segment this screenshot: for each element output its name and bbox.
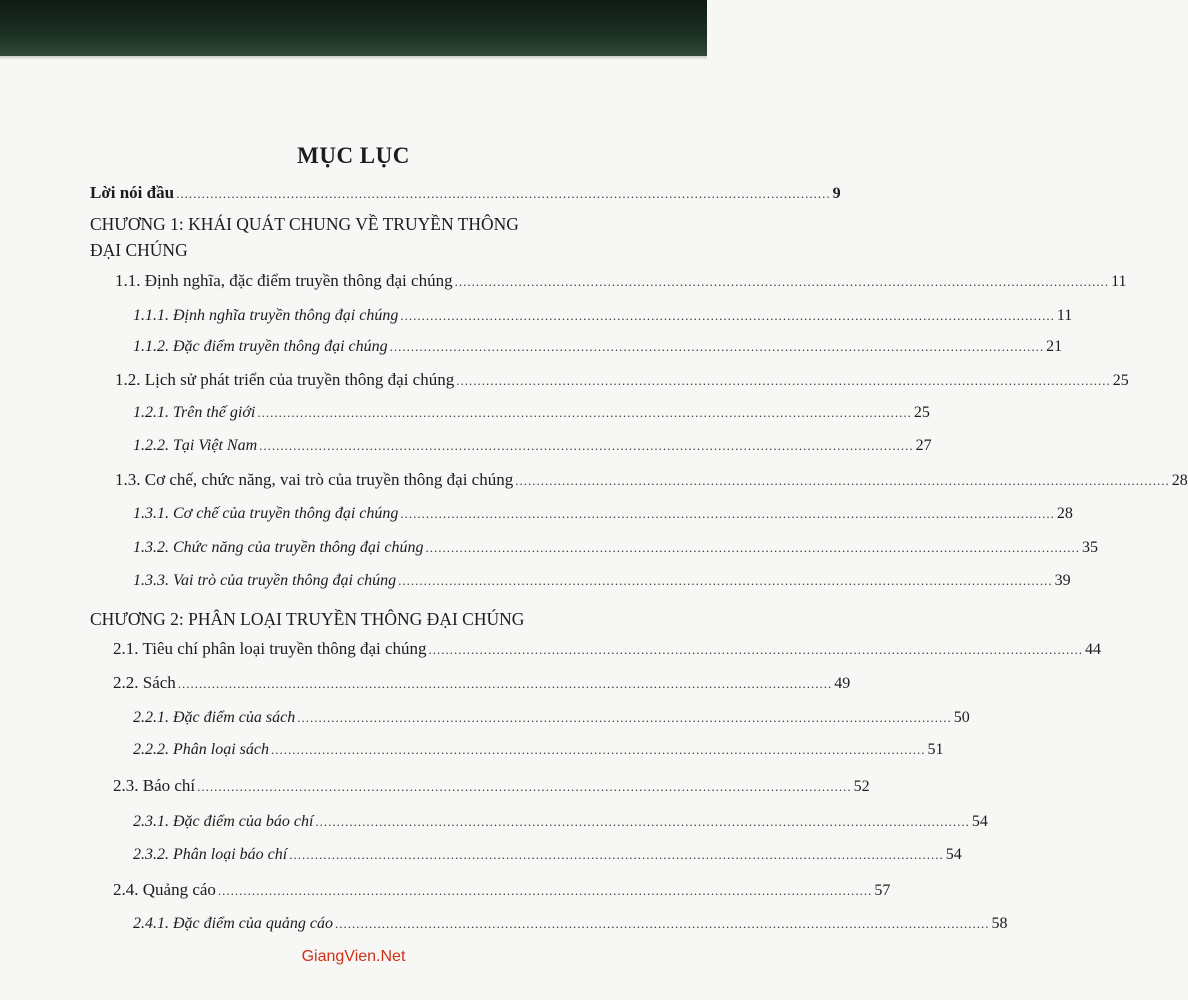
toc-page: 27 [915,437,932,454]
toc-entry [115,370,1129,391]
toc-entry [113,639,1102,660]
toc-entry [115,271,1127,292]
chapter-title-line: CHƯƠNG 2: PHÂN LOẠI TRUYỀN THÔNG ĐẠI CHÚNG [90,609,525,629]
toc-label: 1.2.1. Trên thế giới [133,404,256,421]
toc-entry [133,845,962,865]
toc-entry [133,538,1098,558]
leader-dots: .......................................................................................................................................................... [197,779,852,794]
toc-entry [133,812,988,832]
leader-dots: .......................................................................................................................................................... [315,814,970,829]
leader-dots: .......................................................................................................................................................... [297,710,952,725]
toc-entry [115,470,1188,491]
toc-page: 54 [971,813,988,830]
toc-entry [133,571,1071,591]
toc-page: 21 [1046,338,1063,355]
toc-label: 2.4. Quảng cáo [113,880,216,899]
toc-page: 11 [1111,273,1127,290]
toc-label: 1.2.2. Tại Việt Nam [133,437,258,454]
toc-entry [133,306,1073,326]
toc-page: 49 [834,675,851,692]
toc-page: 11 [1056,307,1073,324]
toc-entry [133,740,944,760]
toc-label: 1.1.1. Định nghĩa truyền thông đại chúng [133,307,399,324]
toc-label: 2.1. Tiêu chí phân loại truyền thông đại chúng [113,639,427,658]
toc-label: 1.3.3. Vai trò của truyền thông đại chúng [133,572,397,589]
toc-entry [113,776,870,797]
toc-label: 1.1.2. Đặc điểm truyền thông đại chúng [133,338,388,355]
toc-page: 51 [927,741,944,758]
toc-label: 2.3.1. Đặc điểm của báo chí [133,813,314,830]
chapter-title-line: CHƯƠNG 1: KHÁI QUÁT CHUNG VỀ TRUYỀN THÔNG [90,214,519,234]
book-cover-edge [0,0,707,56]
toc-entry [133,708,970,728]
leader-dots: .......................................................................................................................................................... [257,405,912,420]
leader-dots: .......................................................................................................................................................... [400,308,1055,323]
leader-dots: .......................................................................................................................................................... [425,540,1080,555]
leader-dots: .......................................................................................................................................................... [217,883,873,898]
leader-dots: .......................................................................................................................................................... [176,186,831,201]
toc-page: 54 [945,846,962,863]
toc-page: 25 [1112,372,1129,389]
leader-dots: .......................................................................................................................................................... [389,339,1045,354]
toc-entry [133,337,1063,357]
toc-entry [133,403,930,423]
toc-label: Lời nói đầu [90,183,175,202]
toc-label: 2.4.1. Đặc điểm của quảng cáo [133,915,333,932]
toc-label: 2.3.2. Phân loại báo chí [133,846,288,863]
leader-dots: .......................................................................................................................................................... [428,642,1084,657]
toc-page: 50 [953,709,970,726]
leader-dots: .......................................................................................................................................................... [400,506,1055,521]
toc-label: 1.3.2. Chức năng của truyền thông đại chúng [133,539,424,556]
toc-page: 25 [913,404,930,421]
toc-entry [133,436,932,456]
toc-page: 9 [832,185,841,202]
cover-shadow [0,56,707,60]
toc-page: 28 [1171,472,1188,489]
toc-label: 2.2.2. Phân loại sách [133,741,269,758]
chapter-title-line: ĐẠI CHÚNG [90,240,188,260]
toc-label: 2.2.1. Đặc điểm của sách [133,709,296,726]
watermark-text: GiangVien.Net [301,948,406,965]
toc-label: 2.3. Báo chí [113,776,196,795]
toc-label: 1.1. Định nghĩa, đặc điểm truyền thông đại chúng [115,271,453,290]
chapter-heading-1 [90,211,590,263]
toc-label: 1.2. Lịch sử phát triển của truyền thông đại chúng [115,370,455,389]
leader-dots: .......................................................................................................................................................... [454,274,1110,289]
toc-page: 28 [1056,505,1073,522]
toc-page: 39 [1054,572,1071,589]
toc-page: 52 [853,778,870,795]
leader-dots: .......................................................................................................................................................... [271,742,926,757]
leader-dots: .......................................................................................................................................................... [456,373,1111,388]
toc-page: 35 [1081,539,1098,556]
toc-label: 2.2. Sách [113,673,176,692]
leader-dots: .......................................................................................................................................................... [289,847,944,862]
toc-entry [113,880,891,901]
toc-entry [133,914,1008,934]
toc-page: 58 [991,915,1008,932]
toc-label: 1.3.1. Cơ chế của truyền thông đại chúng [133,505,399,522]
toc-label: 1.3. Cơ chế, chức năng, vai trò của truyền thông đại chúng [115,470,514,489]
toc-entry [133,504,1073,524]
toc-entry-preface [90,183,841,204]
toc-entry [113,673,851,694]
leader-dots: .......................................................................................................................................................... [177,676,833,691]
toc-page: 44 [1085,641,1102,658]
leader-dots: .......................................................................................................................................................... [334,916,990,931]
chapter-heading-2 [90,606,590,632]
leader-dots: .......................................................................................................................................................... [259,438,914,453]
leader-dots: .......................................................................................................................................................... [398,573,1053,588]
toc-title: MỤC LỤC [297,143,410,168]
leader-dots: .......................................................................................................................................................... [515,473,1170,488]
toc-page: 57 [874,882,891,899]
